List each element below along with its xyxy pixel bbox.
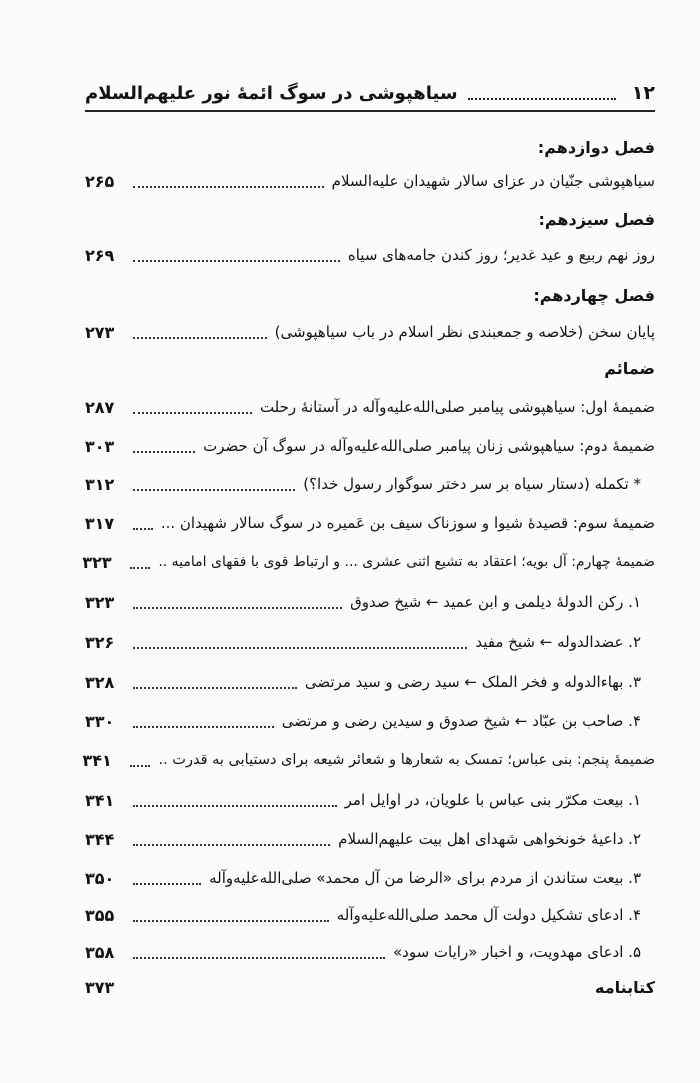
toc-entry-title: * تکمله (دستار سیاه بر سر دختر سوگوار رسول خدا؟) (303, 475, 641, 493)
toc-entry-title: ضمیمهٔ سوم: قصیدهٔ شیوا و سوزناک سیف بن عَمیره در سوگ سالار شهیدان ... (160, 514, 655, 532)
toc-entry-title: پایان سخن (خلاصه و جمعبندی نظر اسلام در باب سیاهپوشی) (274, 323, 655, 341)
toc-page-number: ۲۶۵ (85, 171, 115, 191)
toc-entry-14[interactable] (85, 318, 655, 346)
leader-dots (130, 754, 150, 767)
toc-appendix-2-supplement[interactable] (85, 470, 655, 498)
leader-dots (133, 440, 195, 453)
toc-appendix-5-item-2[interactable] (85, 825, 655, 853)
leader-dots (133, 676, 297, 689)
toc-appendix-5-item-5[interactable] (85, 938, 655, 966)
header-leader-dots (468, 86, 616, 100)
toc-entry-title: ۲. داعیهٔ خونخواهی شهدای اهل بیت علیهم‌السلام (338, 830, 641, 848)
toc-entry-title: سیاهپوشی جنّیان در عزای سالار شهیدان علیه‌السلام (331, 172, 655, 190)
toc-page-number: ۳۵۸ (85, 942, 115, 962)
toc-appendix-4-item-1[interactable] (85, 588, 655, 616)
header-page-number: ۱۲ (631, 82, 655, 104)
heading-text: فصل دوازدهم: (537, 137, 655, 157)
toc-entry-13[interactable] (85, 241, 655, 269)
leader-dots (133, 833, 330, 846)
toc-appendix-3[interactable] (85, 509, 655, 537)
toc-entry-title: ضمیمهٔ اول: سیاهپوشی پیامبر صلی‌الله‌علیه‌وآله در آستانهٔ رحلت (259, 398, 655, 416)
toc-page-number: ۳۵۰ (85, 868, 115, 888)
toc-appendix-4-item-3[interactable] (85, 668, 655, 696)
toc-entry-title: ۲. عضدالدوله ← شیخ مفید (475, 633, 641, 651)
toc-page-number: ۲۶۹ (85, 245, 115, 265)
toc-page-number: ۳۷۳ (85, 977, 115, 997)
toc-page-number: ۳۲۸ (85, 672, 115, 692)
toc-appendix-5-item-1[interactable] (85, 786, 655, 814)
leader-dots (133, 326, 267, 339)
toc-appendix-4[interactable] (82, 548, 655, 576)
toc-entry-title: ۱. رکن الدولهٔ دیلمی و ابن عمید ← شیخ صدوق (350, 593, 641, 611)
leader-dots (133, 909, 329, 922)
toc-entry-title: ۱. بیعت مکرّر بنی عباس با علویان، در اوایل امر (344, 791, 641, 809)
toc-entry-title: ضمیمهٔ دوم: سیاهپوشی زنان پیامبر صلی‌الله‌علیه‌وآله در سوگ آن حضرت (203, 437, 655, 455)
leader-dots (133, 946, 385, 959)
toc-page-number: ۳۳۰ (85, 711, 115, 731)
toc-appendix-5-item-4[interactable] (85, 901, 655, 929)
leader-dots (133, 517, 153, 530)
toc-page-number: ۳۱۷ (84, 513, 115, 533)
leader-dots (133, 478, 295, 491)
leader-dots (133, 596, 342, 609)
toc-entry-title: ۳. بهاءالدوله و فخر الملک ← سید رضی و سید مرتضی (304, 673, 641, 691)
toc-page-number: ۳۴۱ (82, 750, 112, 770)
toc-entry-title: ۳. بیعت ستاندن از مردم برای «الرضا من آل محمد» صلی‌الله‌علیه‌وآله (209, 869, 641, 887)
chapter-heading-14 (85, 281, 655, 309)
toc-appendix-4-item-2[interactable] (85, 628, 655, 656)
chapter-heading-12 (85, 133, 655, 161)
toc-entry-title: روز نهم ربیع و عید غدیر؛ روز کندن جامه‌های سیاه (347, 246, 655, 264)
leader-dots (133, 249, 340, 262)
toc-page-number: ۳۲۳ (82, 552, 112, 572)
chapter-heading-13 (85, 205, 655, 233)
toc-appendix-2[interactable] (85, 432, 655, 460)
leader-dots (130, 556, 150, 569)
toc-entry-title: کتابنامه (595, 977, 655, 997)
toc-entry-title: ضمیمهٔ چهارم: آل بویه؛ اعتقاد به تشیع اثنی عشری ... و ارتباط قوی با فقهای امامیه .. (158, 554, 655, 570)
leader-dots (133, 794, 337, 807)
leader-dots (133, 175, 324, 188)
toc-appendix-5[interactable] (82, 746, 655, 774)
running-header (85, 76, 655, 112)
toc-page-number: ۳۲۳ (85, 592, 115, 612)
toc-page-number: ۲۸۷ (85, 397, 115, 417)
appendices-heading (85, 354, 655, 382)
leader-dots (133, 872, 201, 885)
heading-text: فصل سیزدهم: (538, 209, 655, 229)
toc-appendix-5-item-3[interactable] (85, 864, 655, 892)
leader-dots (133, 636, 467, 649)
toc-page-number: ۳۵۵ (85, 905, 115, 925)
toc-page-number: ۳۴۴ (85, 829, 115, 849)
toc-page-number: ۳۱۲ (85, 474, 115, 494)
heading-text: ضمائم (604, 358, 655, 378)
toc-page-number: ۲۷۳ (85, 322, 115, 342)
header-book-title: سیاهپوشی در سوگ ائمهٔ نور علیهم‌السلام (85, 82, 458, 104)
heading-text: فصل چهاردهم: (533, 285, 655, 305)
toc-entry-title: ۴. ادعای تشکیل دولت آل محمد صلی‌الله‌علیه‌وآله (336, 906, 641, 924)
leader-dots (133, 715, 274, 728)
toc-entry-title: ۴. صاحب بن عبّاد ← شیخ صدوق و سیدین رضی و مرتضی (281, 712, 641, 730)
toc-entry-title: ۵. ادعای مهدویت، و اخبار «رایات سود» (392, 943, 641, 961)
toc-bibliography[interactable] (85, 973, 655, 1001)
toc-appendix-1[interactable] (85, 393, 655, 421)
toc-entry-12[interactable] (85, 167, 655, 195)
leader-dots (133, 401, 252, 414)
toc-page-number: ۳۲۶ (85, 632, 115, 652)
toc-appendix-4-item-4[interactable] (85, 707, 655, 735)
toc-page-number: ۳۰۳ (85, 436, 115, 456)
toc-page-number: ۳۴۱ (85, 790, 115, 810)
toc-entry-title: ضمیمهٔ پنجم: بنی عباس؛ تمسک به شعارها و شعائر شیعه برای دستیابی به قدرت .. (158, 752, 655, 768)
